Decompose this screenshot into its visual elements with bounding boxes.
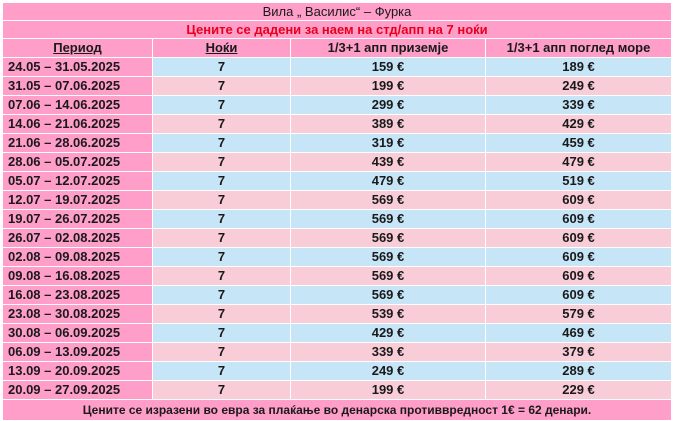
nights-cell: 7 bbox=[153, 248, 291, 267]
nights-cell: 7 bbox=[153, 381, 291, 400]
ground-price-cell: 199 € bbox=[291, 77, 486, 96]
nights-cell: 7 bbox=[153, 191, 291, 210]
ground-price-cell: 439 € bbox=[291, 153, 486, 172]
nights-cell: 7 bbox=[153, 286, 291, 305]
period-cell: 20.09 – 27.09.2025 bbox=[3, 381, 153, 400]
seaview-price-cell: 609 € bbox=[486, 210, 672, 229]
title-row bbox=[3, 3, 672, 21]
ground-price-cell: 389 € bbox=[291, 115, 486, 134]
ground-price-cell: 319 € bbox=[291, 134, 486, 153]
seaview-price-cell: 249 € bbox=[486, 77, 672, 96]
period-cell: 09.08 – 16.08.2025 bbox=[3, 267, 153, 286]
nights-cell: 7 bbox=[153, 172, 291, 191]
period-cell: 14.06 – 21.06.2025 bbox=[3, 115, 153, 134]
period-cell: 26.07 – 02.08.2025 bbox=[3, 229, 153, 248]
period-cell: 19.07 – 26.07.2025 bbox=[3, 210, 153, 229]
seaview-price-cell: 189 € bbox=[486, 58, 672, 77]
header-nights: Ноќи bbox=[153, 39, 291, 58]
table-row bbox=[3, 381, 672, 400]
seaview-price-cell: 459 € bbox=[486, 134, 672, 153]
ground-price-cell: 249 € bbox=[291, 362, 486, 381]
table-row bbox=[3, 115, 672, 134]
table-row bbox=[3, 134, 672, 153]
footer-row bbox=[3, 400, 672, 421]
header-sea-view: 1/3+1 апп поглед море bbox=[486, 39, 672, 58]
period-cell: 31.05 – 07.06.2025 bbox=[3, 77, 153, 96]
seaview-price-cell: 609 € bbox=[486, 286, 672, 305]
seaview-price-cell: 609 € bbox=[486, 267, 672, 286]
table-row bbox=[3, 96, 672, 115]
table-row bbox=[3, 362, 672, 381]
seaview-price-cell: 519 € bbox=[486, 172, 672, 191]
table-row bbox=[3, 343, 672, 362]
seaview-price-cell: 339 € bbox=[486, 96, 672, 115]
footer-note: Цените се изразени во евра за плаќање во денарска противвредност 1€ = 62 денари. bbox=[3, 400, 672, 421]
table-row bbox=[3, 210, 672, 229]
nights-cell: 7 bbox=[153, 305, 291, 324]
seaview-price-cell: 469 € bbox=[486, 324, 672, 343]
seaview-price-cell: 609 € bbox=[486, 191, 672, 210]
nights-cell: 7 bbox=[153, 343, 291, 362]
table-row bbox=[3, 58, 672, 77]
nights-cell: 7 bbox=[153, 210, 291, 229]
price-table bbox=[2, 2, 672, 421]
ground-price-cell: 299 € bbox=[291, 96, 486, 115]
seaview-price-cell: 479 € bbox=[486, 153, 672, 172]
seaview-price-cell: 229 € bbox=[486, 381, 672, 400]
table-row bbox=[3, 191, 672, 210]
ground-price-cell: 199 € bbox=[291, 381, 486, 400]
nights-cell: 7 bbox=[153, 362, 291, 381]
ground-price-cell: 539 € bbox=[291, 305, 486, 324]
period-cell: 21.06 – 28.06.2025 bbox=[3, 134, 153, 153]
period-cell: 12.07 – 19.07.2025 bbox=[3, 191, 153, 210]
table-row bbox=[3, 305, 672, 324]
table-row bbox=[3, 248, 672, 267]
period-cell: 06.09 – 13.09.2025 bbox=[3, 343, 153, 362]
nights-cell: 7 bbox=[153, 324, 291, 343]
nights-cell: 7 bbox=[153, 115, 291, 134]
period-cell: 24.05 – 31.05.2025 bbox=[3, 58, 153, 77]
nights-cell: 7 bbox=[153, 58, 291, 77]
period-cell: 05.07 – 12.07.2025 bbox=[3, 172, 153, 191]
table-row bbox=[3, 153, 672, 172]
period-cell: 07.06 – 14.06.2025 bbox=[3, 96, 153, 115]
ground-price-cell: 339 € bbox=[291, 343, 486, 362]
header-ground-floor: 1/3+1 апп приземје bbox=[291, 39, 486, 58]
seaview-price-cell: 379 € bbox=[486, 343, 672, 362]
seaview-price-cell: 289 € bbox=[486, 362, 672, 381]
seaview-price-cell: 579 € bbox=[486, 305, 672, 324]
page-title: Вила „ Василис“ – Фурка bbox=[3, 3, 672, 21]
page-subtitle: Цените се дадени за наем на стд/апп на 7 ноќи bbox=[3, 21, 672, 39]
seaview-price-cell: 609 € bbox=[486, 229, 672, 248]
period-cell: 30.08 – 06.09.2025 bbox=[3, 324, 153, 343]
ground-price-cell: 479 € bbox=[291, 172, 486, 191]
ground-price-cell: 569 € bbox=[291, 286, 486, 305]
period-cell: 23.08 – 30.08.2025 bbox=[3, 305, 153, 324]
seaview-price-cell: 429 € bbox=[486, 115, 672, 134]
ground-price-cell: 569 € bbox=[291, 248, 486, 267]
ground-price-cell: 159 € bbox=[291, 58, 486, 77]
table-row bbox=[3, 286, 672, 305]
ground-price-cell: 569 € bbox=[291, 191, 486, 210]
header-row bbox=[3, 39, 672, 58]
nights-cell: 7 bbox=[153, 134, 291, 153]
seaview-price-cell: 609 € bbox=[486, 248, 672, 267]
period-cell: 28.06 – 05.07.2025 bbox=[3, 153, 153, 172]
nights-cell: 7 bbox=[153, 153, 291, 172]
table-row bbox=[3, 172, 672, 191]
nights-cell: 7 bbox=[153, 96, 291, 115]
ground-price-cell: 429 € bbox=[291, 324, 486, 343]
subtitle-row bbox=[3, 21, 672, 39]
ground-price-cell: 569 € bbox=[291, 210, 486, 229]
nights-cell: 7 bbox=[153, 229, 291, 248]
period-cell: 13.09 – 20.09.2025 bbox=[3, 362, 153, 381]
period-cell: 02.08 – 09.08.2025 bbox=[3, 248, 153, 267]
table-row bbox=[3, 267, 672, 286]
period-cell: 16.08 – 23.08.2025 bbox=[3, 286, 153, 305]
ground-price-cell: 569 € bbox=[291, 229, 486, 248]
table-row bbox=[3, 229, 672, 248]
nights-cell: 7 bbox=[153, 267, 291, 286]
header-period: Период bbox=[3, 39, 153, 58]
nights-cell: 7 bbox=[153, 77, 291, 96]
ground-price-cell: 569 € bbox=[291, 267, 486, 286]
table-row bbox=[3, 77, 672, 96]
table-row bbox=[3, 324, 672, 343]
